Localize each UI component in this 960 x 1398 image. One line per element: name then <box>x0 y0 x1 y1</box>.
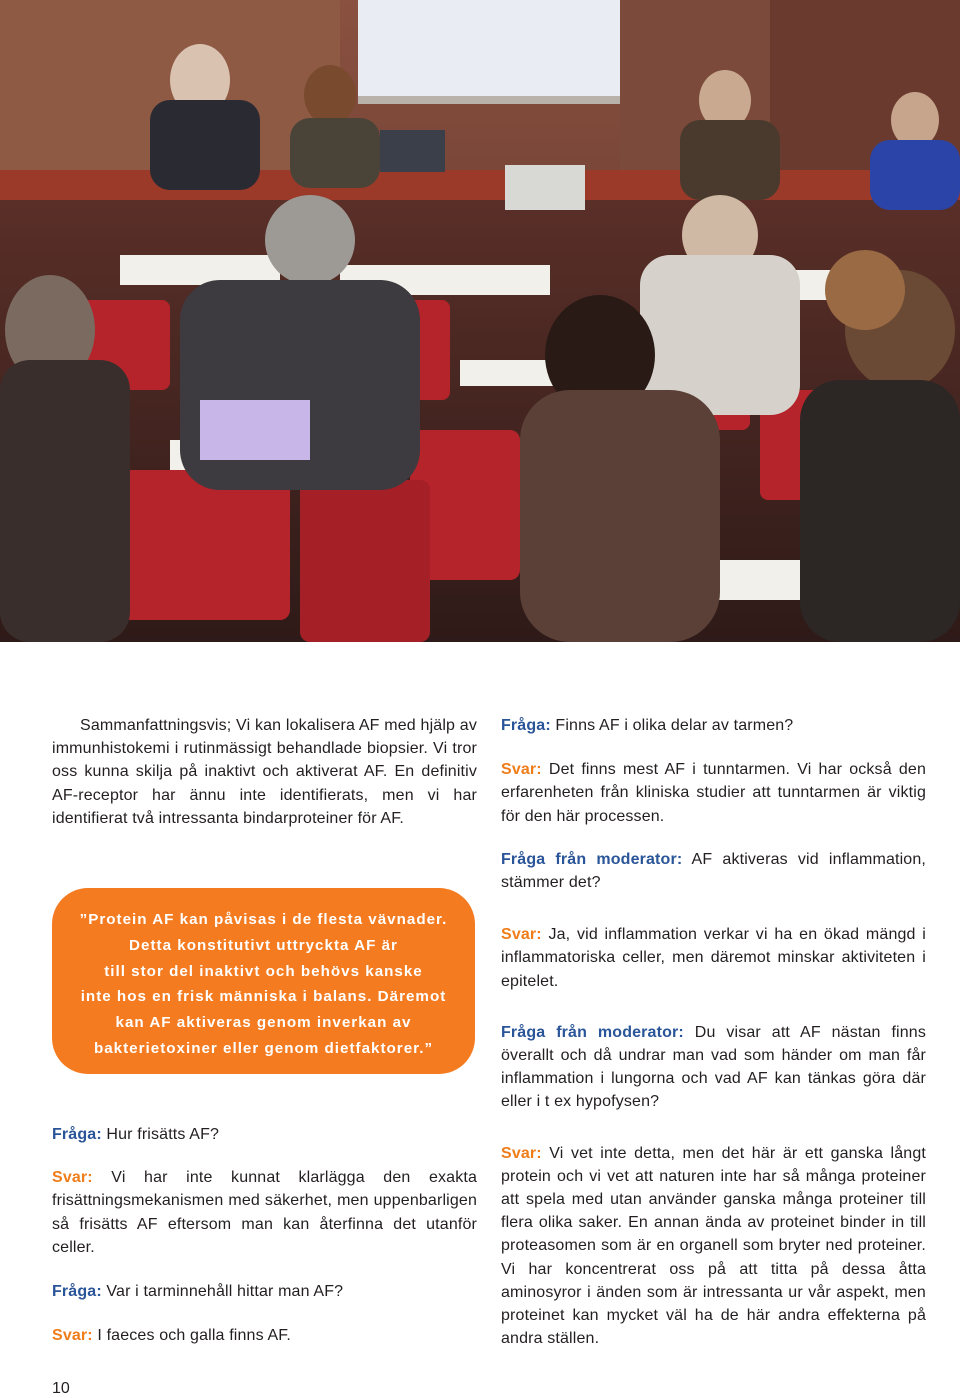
answer <box>52 1166 477 1259</box>
quote-line: kan AF aktiveras genom inverkan av <box>115 1014 412 1032</box>
conference-photo <box>0 0 960 642</box>
answer-label: Svar: <box>52 1327 93 1345</box>
page-number: 10 <box>52 1380 70 1397</box>
answer-label: Svar: <box>501 761 542 779</box>
answer-label: Svar: <box>501 926 542 944</box>
question <box>501 1021 926 1114</box>
answer-text: Vi vet inte detta, men det här är ett ganska långt protein och vi vet att naturen inte har så många proteiner att spela med utan använder ganska många proteiner till flera olika saker. En annan ända av proteinet binder in till proteasomen som är en organell som bryter ned proteiner. Vi har koncentrerat oss på att titta på dessa åtta aminosyror i änden som är intressanta ur vår aspekt, men proteinet kan mycket väl ha de här andra effekterna på andra ställen. <box>501 1144 926 1348</box>
question-label: Fråga: <box>52 1283 102 1301</box>
question <box>501 848 926 894</box>
question-text: Var i tarminnehåll hittar man AF? <box>101 1283 344 1301</box>
quote-line: bakterietoxiner eller genom dietfaktorer.” <box>93 1039 434 1057</box>
pull-quote <box>52 888 475 1074</box>
question <box>52 1280 477 1303</box>
answer-label: Svar: <box>501 1144 542 1162</box>
answer-text: Ja, vid inflammation verkar vi ha en ökad mängd i inflammatoriska celler, men däremot minskar aktiviteten i epitelet. <box>501 926 926 990</box>
answer-text: Det finns mest AF i tunntarmen. Vi har också den erfarenheten från kliniska studier att tunntarmen är viktig för den här processen. <box>501 761 926 825</box>
quote-line: Detta konstitutivt uttryckta AF är <box>129 936 398 954</box>
intro-paragraph: Sammanfattningsvis; Vi kan lokalisera AF med hjälp av immunhistokemi i rutinmässigt behandlade biopsier. Vi tror oss kunna skilja på inaktivt och aktiverat AF. En definitiv AF-receptor har ännu inte identifierats, men vi har identifierat två intressanta bindarproteiner för AF. <box>52 717 477 827</box>
question <box>501 714 926 737</box>
question-label: Fråga: <box>52 1126 102 1143</box>
intro-block <box>52 714 477 830</box>
question-text: AF aktiveras vid inflammation, stämmer det? <box>501 850 926 892</box>
question-label: Fråga: <box>501 717 551 734</box>
question-label: Fråga från moderator: <box>501 1023 684 1041</box>
quote-line: inte hos en frisk människa i balans. Däremot <box>80 988 447 1006</box>
question-text: Finns AF i olika delar av tarmen? <box>550 717 794 734</box>
answer-text: Vi har inte kunnat klarlägga den exakta frisättningsmekanismen med säkerhet, men uppenbarligen så frisätts AF eftersom man kan återfinna det utanför celler. <box>52 1169 477 1256</box>
answer <box>52 1324 477 1347</box>
answer-text: I faeces och galla finns AF. <box>92 1327 292 1345</box>
answer-label: Svar: <box>52 1169 93 1187</box>
answer <box>501 923 926 993</box>
left-qa <box>52 1123 477 1347</box>
conference-photo-icon <box>0 0 960 642</box>
answer <box>501 758 926 828</box>
quote-line: till stor del inaktivt och behövs kanske <box>104 962 423 980</box>
question-text: Du visar att AF nästan finns överallt och då undrar man vad som händer om man får inflammation i lungorna och vad AF kan tänkas göra där eller i t ex hypofysen? <box>501 1023 926 1111</box>
answer <box>501 1142 926 1351</box>
quote-line: ”Protein AF kan påvisas i de flesta vävnader. <box>79 911 448 928</box>
right-qa <box>501 714 926 1350</box>
question-label: Fråga från moderator: <box>501 850 683 868</box>
question-text: Hur frisätts AF? <box>101 1126 220 1143</box>
question <box>52 1123 477 1146</box>
